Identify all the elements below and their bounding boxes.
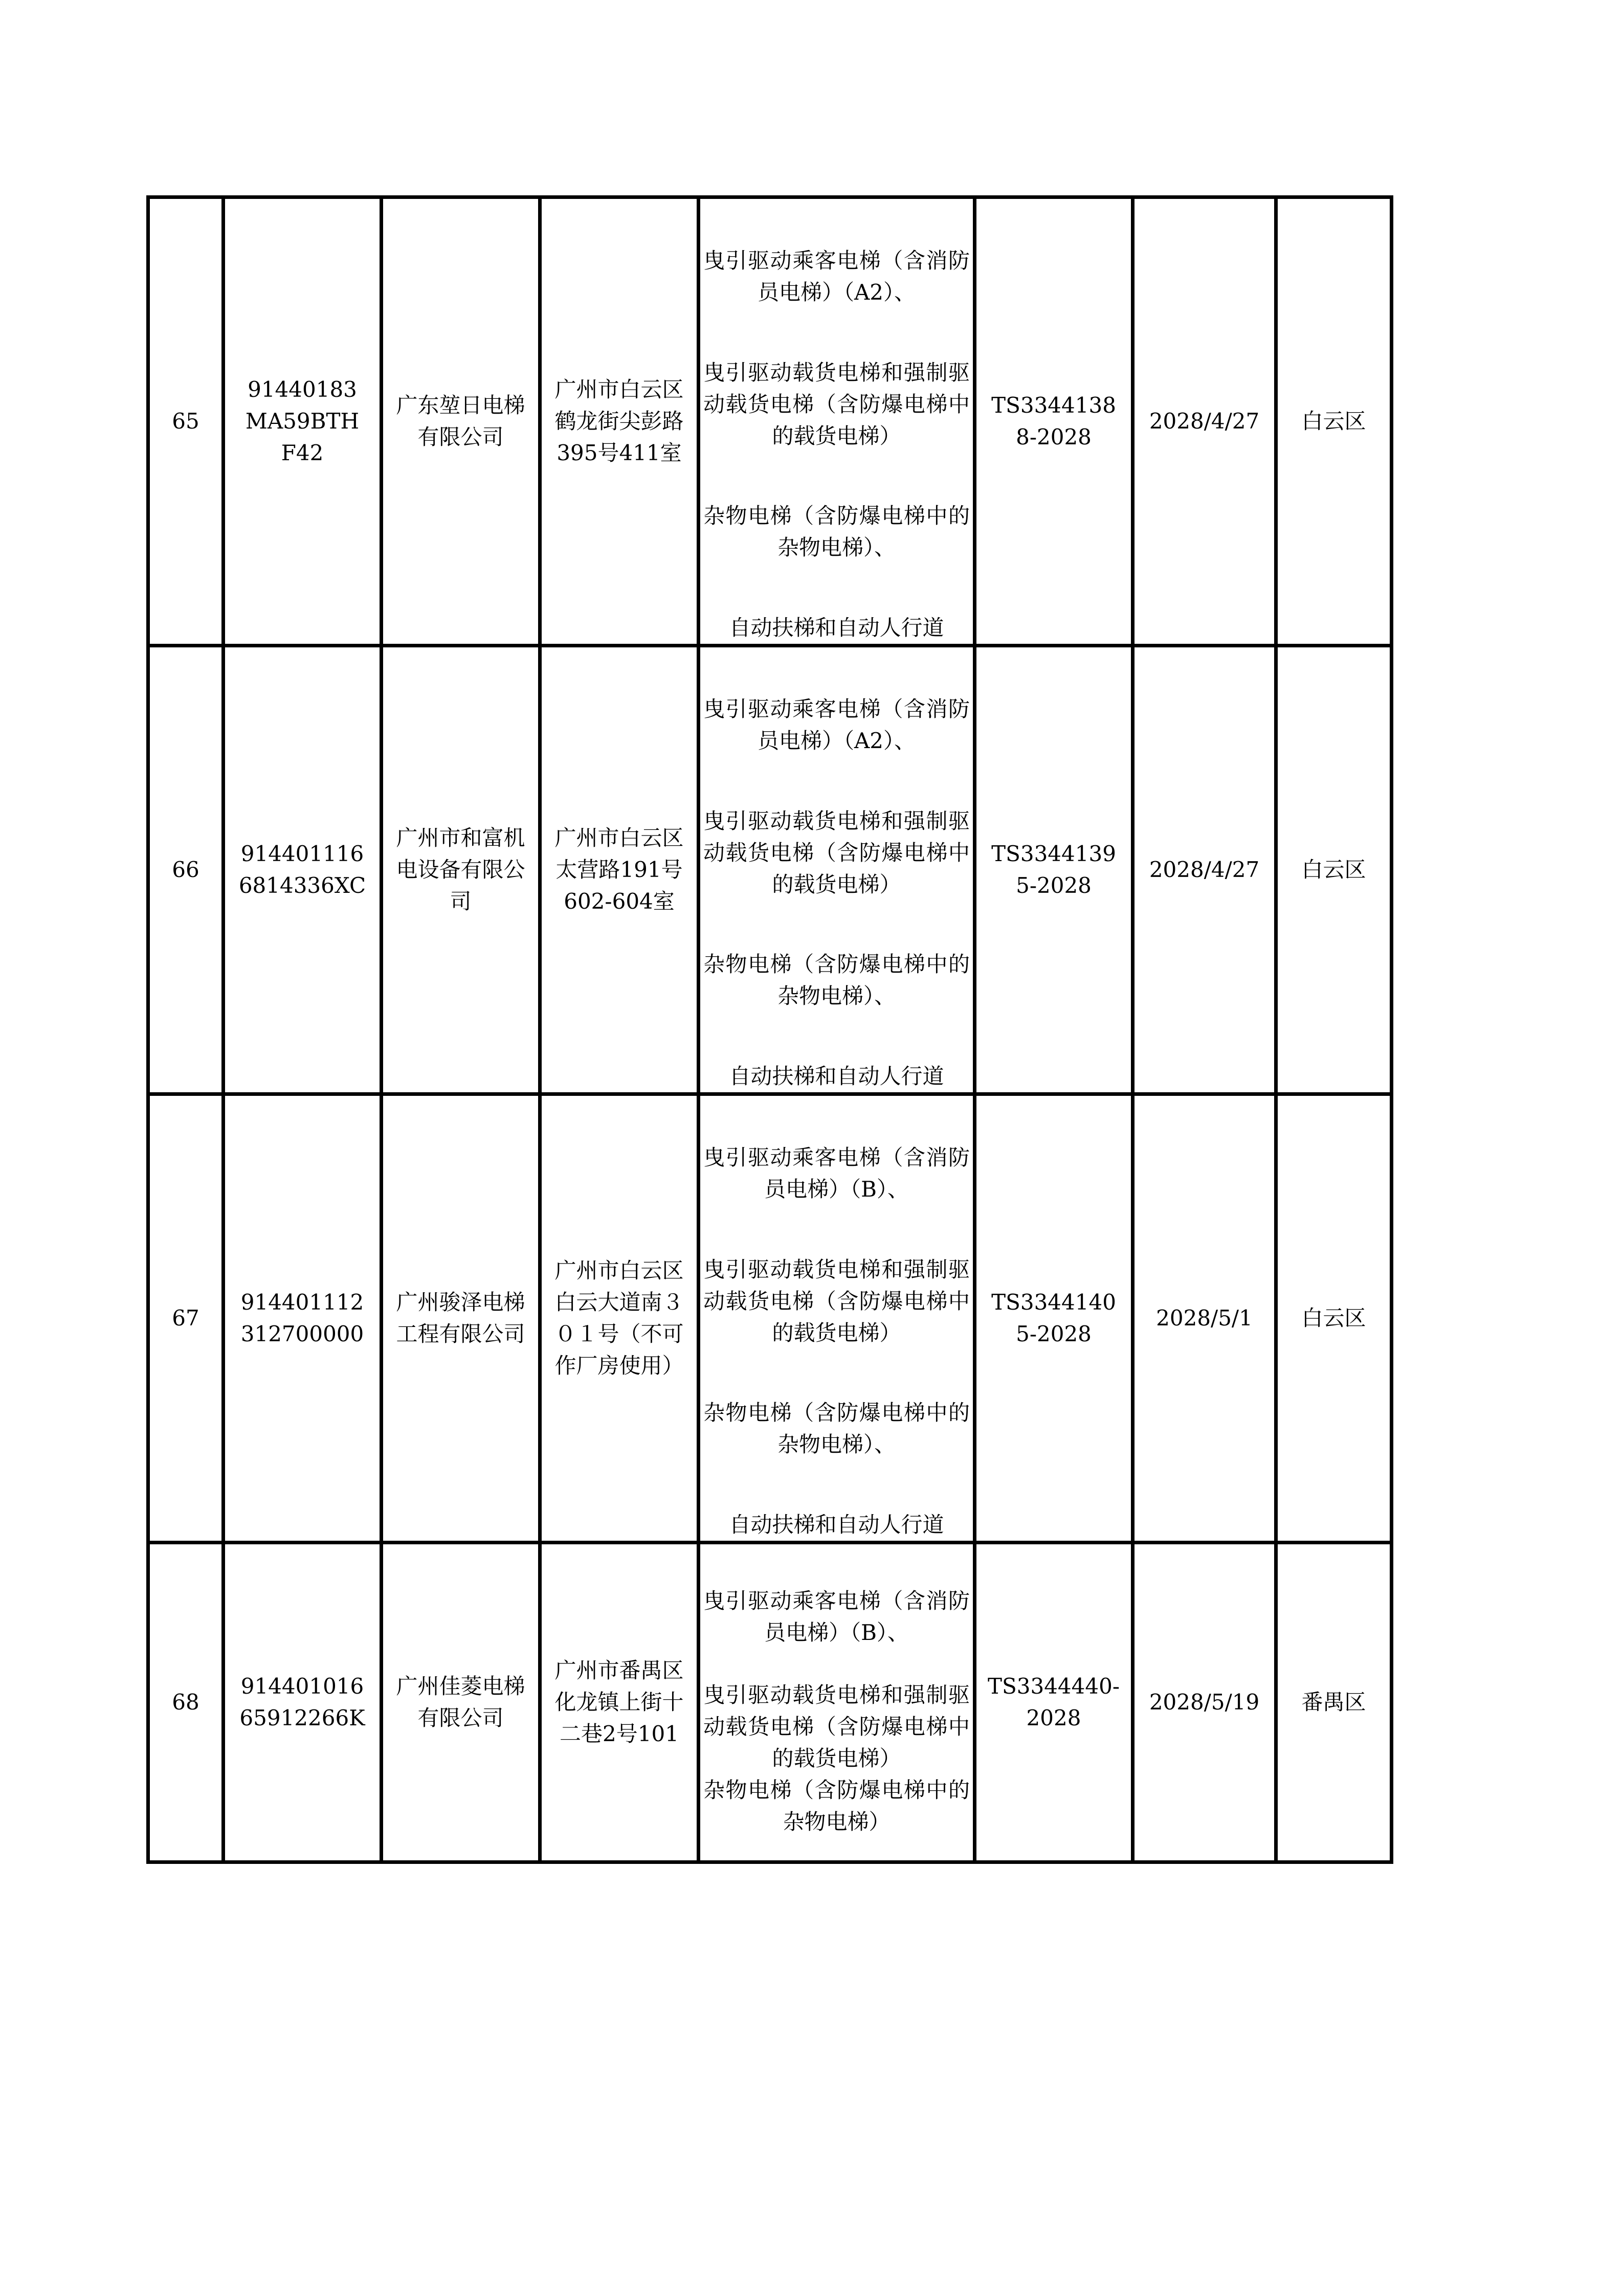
company-name: 广州市和富机电设备有限公司 (382, 646, 540, 1094)
credit-code: 9144011166814336XC (224, 646, 382, 1094)
row-number: 67 (148, 1094, 224, 1543)
row-number: 66 (148, 646, 224, 1094)
scope-item: 曳引驱动载货电梯和强制驱动载货电梯（含防爆电梯中的载货电梯） (703, 1682, 970, 1771)
license-scope (699, 1543, 975, 1862)
row-number: 68 (148, 1543, 224, 1862)
valid-until: 2028/4/27 (1133, 197, 1276, 646)
company-name: 广州骏泽电梯工程有限公司 (382, 1094, 540, 1543)
certificate-number: TS3344440-2028 (975, 1543, 1133, 1862)
district: 番禺区 (1276, 1543, 1392, 1862)
license-table (146, 195, 1393, 1864)
credit-code: 91440183MA59BTHF42 (224, 197, 382, 646)
scope-item: 自动扶梯和自动人行道 (729, 615, 944, 640)
company-address: 广州市白云区太营路191号602-604室 (540, 646, 699, 1094)
license-scope (699, 197, 975, 646)
company-name: 广州佳菱电梯有限公司 (382, 1543, 540, 1862)
scope-item: 杂物电梯（含防爆电梯中的杂物电梯）、 (703, 952, 970, 1009)
scope-item: 杂物电梯（含防爆电梯中的杂物电梯）、 (703, 1400, 970, 1457)
scope-item: 杂物电梯（含防爆电梯中的杂物电梯）、 (703, 503, 970, 560)
company-name: 广东堃日电梯有限公司 (382, 197, 540, 646)
valid-until: 2028/4/27 (1133, 646, 1276, 1094)
license-scope (699, 646, 975, 1094)
company-address: 广州市白云区白云大道南３０１号（不可作厂房使用） (540, 1094, 699, 1543)
district: 白云区 (1276, 646, 1392, 1094)
table-row (148, 1094, 1392, 1543)
scope-item: 自动扶梯和自动人行道 (729, 1063, 944, 1089)
scope-item: 自动扶梯和自动人行道 (729, 1512, 944, 1537)
scope-item: 曳引驱动乘客电梯（含消防员电梯）（A2）、 (703, 248, 970, 305)
scope-item: 杂物电梯（含防爆电梯中的杂物电梯） (703, 1777, 970, 1834)
scope-item: 曳引驱动载货电梯和强制驱动载货电梯（含防爆电梯中的载货电梯） (703, 359, 970, 448)
credit-code: 91440101665912266K (224, 1543, 382, 1862)
scope-item: 曳引驱动载货电梯和强制驱动载货电梯（含防爆电梯中的载货电梯） (703, 1256, 970, 1345)
table-row (148, 1543, 1392, 1862)
district: 白云区 (1276, 197, 1392, 646)
table-row (148, 646, 1392, 1094)
scope-item: 曳引驱动乘客电梯（含消防员电梯）（B）、 (703, 1145, 970, 1202)
table-row (148, 197, 1392, 646)
valid-until: 2028/5/19 (1133, 1543, 1276, 1862)
certificate-number: TS33441388-2028 (975, 197, 1133, 646)
row-number: 65 (148, 197, 224, 646)
license-scope (699, 1094, 975, 1543)
scope-item: 曳引驱动载货电梯和强制驱动载货电梯（含防爆电梯中的载货电梯） (703, 808, 970, 897)
scope-item: 曳引驱动乘客电梯（含消防员电梯）（B）、 (703, 1588, 970, 1645)
credit-code: 914401112312700000 (224, 1094, 382, 1543)
scope-item: 曳引驱动乘客电梯（含消防员电梯）（A2）、 (703, 696, 970, 753)
certificate-number: TS33441405-2028 (975, 1094, 1133, 1543)
certificate-number: TS33441395-2028 (975, 646, 1133, 1094)
company-address: 广州市番禺区化龙镇上街十二巷2号101 (540, 1543, 699, 1862)
valid-until: 2028/5/1 (1133, 1094, 1276, 1543)
company-address: 广州市白云区鹤龙街尖彭路395号411室 (540, 197, 699, 646)
district: 白云区 (1276, 1094, 1392, 1543)
